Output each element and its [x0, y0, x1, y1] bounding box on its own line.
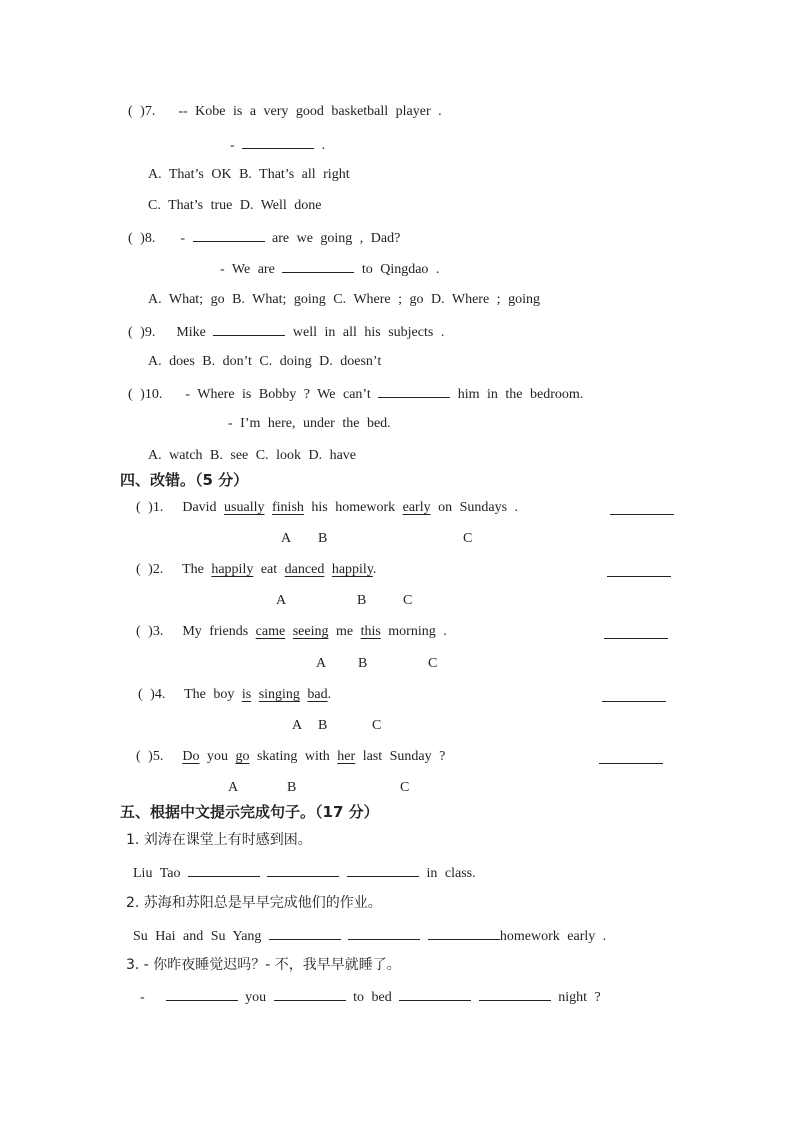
underlined-b: finish: [272, 500, 304, 515]
answer-blank[interactable]: [399, 987, 471, 1001]
answer-blank[interactable]: [242, 135, 314, 149]
s4-item-1: ( )1. David usually finish his homework early on Sundays .: [136, 500, 519, 515]
underlined-b: danced: [284, 562, 325, 577]
correction-blank[interactable]: [599, 750, 663, 764]
q8-line1: ( )8. - are we going , Dad?: [128, 228, 400, 248]
q8-options: A. What; go B. What; going C. Where ; go D. Where ; going: [148, 292, 540, 307]
label-b: B: [318, 531, 328, 546]
s5-q3-answer: - you to bed night ?: [140, 987, 601, 1007]
correction-blank[interactable]: [604, 625, 668, 639]
answer-paren: ( )9.: [128, 325, 156, 340]
q8-line2: - We are to Qingdao .: [220, 259, 439, 279]
underlined-a: came: [255, 624, 286, 639]
label-c: C: [400, 780, 410, 795]
answer-paren: ( )8.: [128, 231, 156, 246]
label-c: C: [428, 656, 438, 671]
underlined-a: is: [241, 687, 252, 702]
underlined-b: go: [235, 749, 250, 764]
underlined-a: Do: [182, 749, 200, 764]
answer-blank[interactable]: [274, 987, 346, 1001]
correction-blank[interactable]: [607, 563, 671, 577]
label-b: B: [358, 656, 368, 671]
s5-q2-chinese: 2. 苏海和苏阳总是早早完成他们的作业。: [126, 895, 382, 911]
answer-blank[interactable]: [282, 259, 354, 273]
q10-options: A. watch B. see C. look D. have: [148, 448, 357, 463]
section4-title: 四、改错。（5 分）: [120, 471, 249, 489]
label-b: B: [287, 780, 297, 795]
answer-blank[interactable]: [347, 863, 419, 877]
answer-blank[interactable]: [188, 863, 260, 877]
label-b: B: [357, 593, 367, 608]
section5-title: 五、根据中文提示完成句子。（17 分）: [120, 803, 379, 821]
s4-item-4: ( )4. The boy is singing bad.: [138, 687, 332, 702]
underlined-c: this: [360, 624, 381, 639]
label-c: C: [463, 531, 473, 546]
q7-options-2: C. That’s true D. Well done: [148, 198, 322, 213]
answer-blank[interactable]: [479, 987, 551, 1001]
s4-item-5: ( )5. Do you go skating with her last Sunday ?: [136, 749, 446, 764]
s5-q1-answer: Liu Tao in class.: [133, 863, 476, 883]
label-a: A: [292, 718, 303, 733]
q7-options-1: A. That’s OK B. That’s all right: [148, 167, 350, 182]
q10-line1: ( )10. - Where is Bobby ? We can’t him in the bedroom.: [128, 384, 583, 404]
label-a: A: [228, 780, 239, 795]
underlined-c: early: [402, 500, 431, 515]
label-c: C: [403, 593, 413, 608]
answer-blank[interactable]: [166, 987, 238, 1001]
answer-blank[interactable]: [428, 926, 500, 940]
label-a: A: [281, 531, 292, 546]
underlined-a: usually: [224, 500, 265, 515]
underlined-a: happily: [211, 562, 254, 577]
s4-item-2: ( )2. The happily eat danced happily.: [136, 562, 377, 577]
label-a: A: [316, 656, 327, 671]
s5-q2-answer: Su Hai and Su Yang homework early .: [133, 926, 606, 946]
correction-blank[interactable]: [602, 688, 666, 702]
s5-q3-chinese: 3. - 你昨夜睡觉迟吗？- 不，我早早就睡了。: [126, 957, 401, 973]
s5-q1-chinese: 1. 刘涛在课堂上有时感到困。: [126, 832, 312, 848]
label-b: B: [318, 718, 328, 733]
q7-line2: - .: [230, 135, 325, 155]
answer-blank[interactable]: [267, 863, 339, 877]
answer-blank[interactable]: [193, 228, 265, 242]
q7-stem: -- Kobe is a very good basketball player .: [178, 104, 442, 119]
q9-line1: ( )9. Mike well in all his subjects .: [128, 322, 444, 342]
label-c: C: [372, 718, 382, 733]
q7-line1: [128, 103, 442, 121]
underlined-b: seeing: [292, 624, 329, 639]
answer-blank[interactable]: [269, 926, 341, 940]
underlined-c: bad: [307, 687, 328, 702]
underlined-b: singing: [258, 687, 300, 702]
s4-item-3: ( )3. My friends came seeing me this morning .: [136, 624, 447, 639]
correction-blank[interactable]: [610, 501, 674, 515]
answer-blank[interactable]: [378, 384, 450, 398]
q9-options: A. does B. don’t C. doing D. doesn’t: [148, 354, 382, 369]
answer-blank[interactable]: [213, 322, 285, 336]
answer-blank[interactable]: [348, 926, 420, 940]
q10-line2: - I’m here, under the bed.: [228, 416, 391, 431]
underlined-c: her: [337, 749, 356, 764]
label-a: A: [276, 593, 287, 608]
underlined-c: happily: [331, 562, 373, 577]
answer-paren: ( )7.: [128, 104, 156, 119]
answer-paren: ( )10.: [128, 387, 163, 402]
